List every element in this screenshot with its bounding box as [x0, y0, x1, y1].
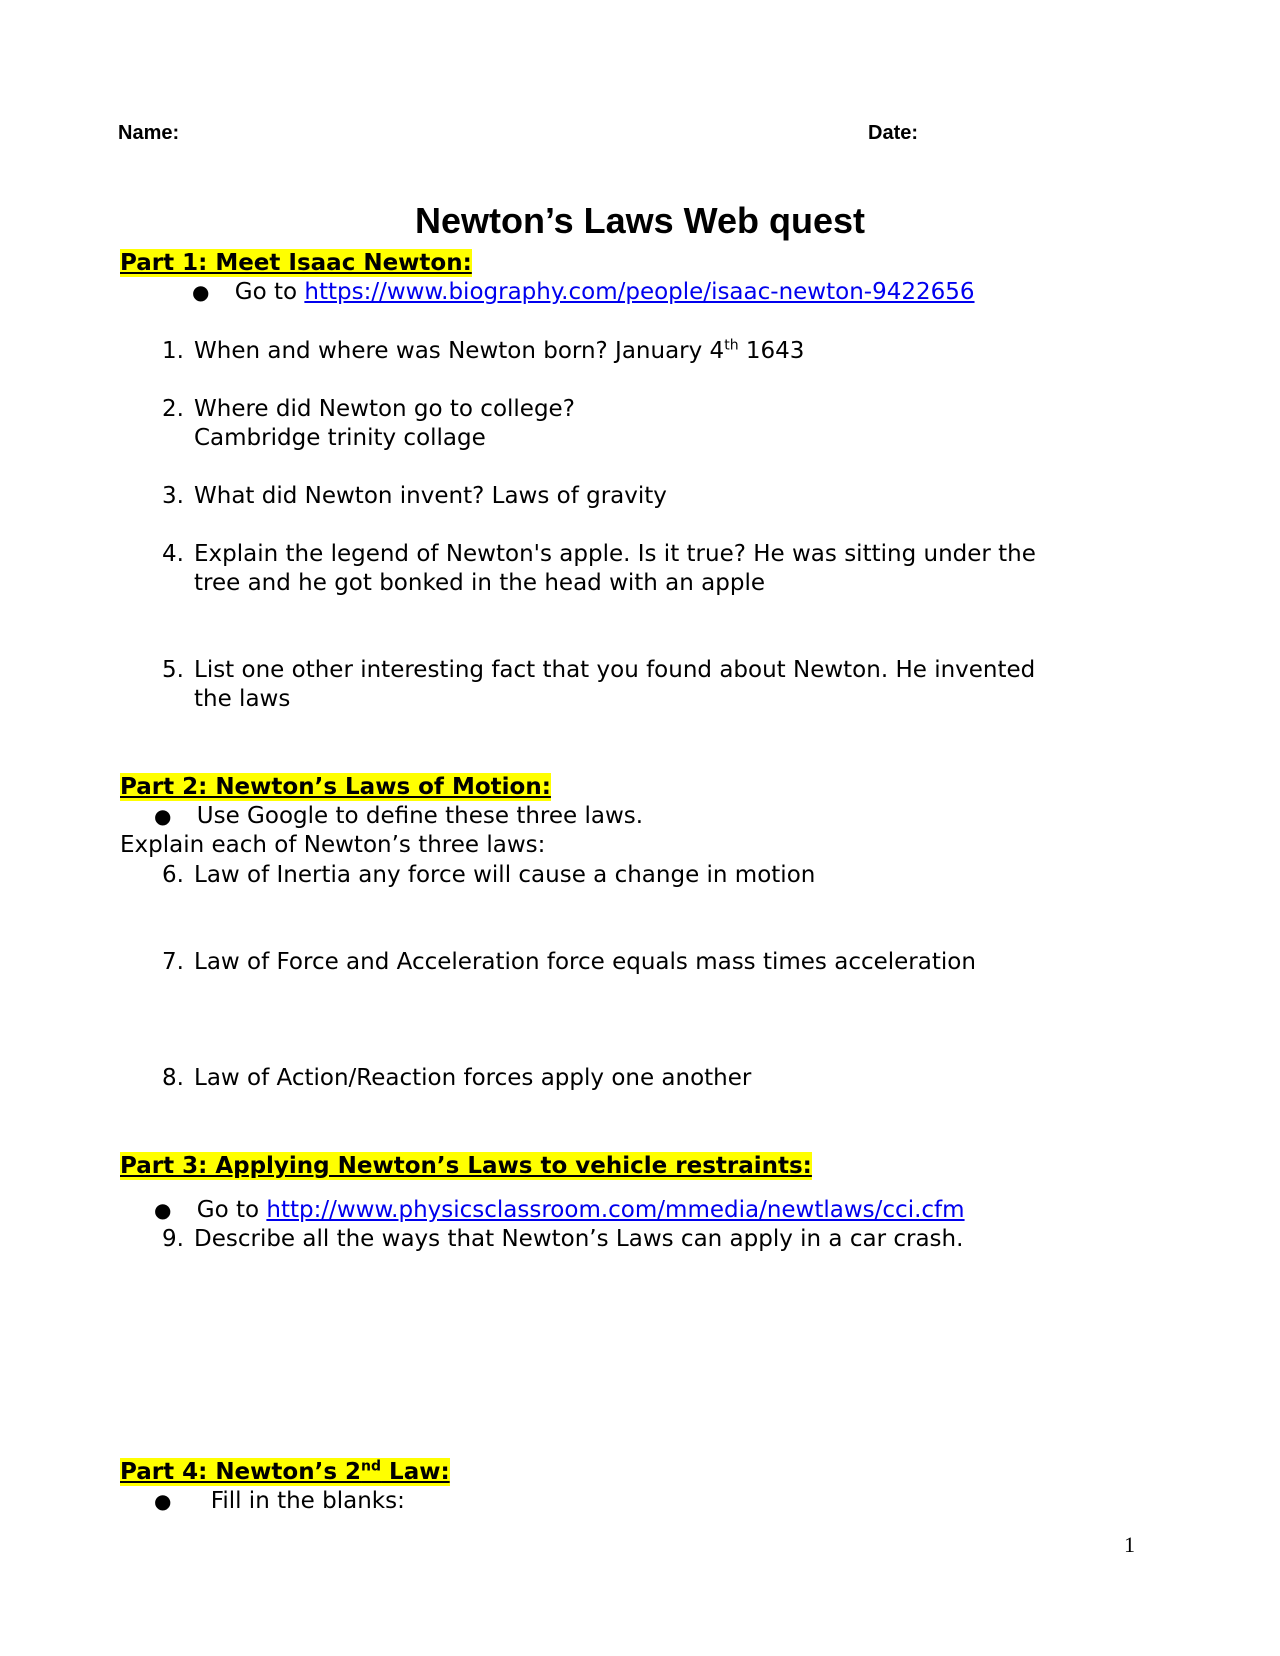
page-number: 1	[1124, 1532, 1135, 1557]
question-number: 9.	[162, 1226, 184, 1252]
question-text: Describe all the ways that Newton’s Laws can apply in a car crash.	[194, 1226, 964, 1252]
question-number: 3.	[162, 483, 184, 509]
question-text: Explain the legend of Newton's apple. Is it true? He was sitting under the	[194, 541, 1036, 567]
part2-heading: Part 2: Newton’s Laws of Motion:	[120, 774, 551, 800]
physicsclassroom-link[interactable]: http://www.physicsclassroom.com/mmedia/newtlaws/cci.cfm	[266, 1197, 965, 1223]
question-number: 7.	[162, 949, 184, 975]
question-1	[148, 336, 804, 366]
question-text: Law of Action/Reaction forces apply one another	[194, 1065, 752, 1091]
part3-heading: Part 3: Applying Newton’s Laws to vehicle restraints:	[120, 1153, 812, 1179]
part2-bullet	[154, 801, 643, 831]
question-number: 5.	[162, 657, 184, 683]
part4-heading-suffix: Law:	[381, 1459, 450, 1485]
bullet-icon: ●	[154, 1489, 172, 1513]
page-title: Newton’s Laws Web quest	[414, 200, 866, 241]
part2-intro: Explain each of Newton’s three laws:	[120, 832, 546, 858]
part4-heading-text: Part 4: Newton’s 2	[120, 1459, 362, 1485]
question-text: List one other interesting fact that you found about Newton. He invented	[194, 657, 1036, 683]
question-8	[148, 1063, 751, 1093]
part4-bullet	[154, 1486, 405, 1516]
superscript: nd	[361, 1458, 382, 1475]
part4-heading	[120, 1458, 450, 1486]
question-4	[148, 539, 1036, 569]
question-text: Where did Newton go to college?	[194, 396, 575, 422]
question-text: When and where was Newton born? January 4	[194, 338, 725, 364]
name-label: Name:	[118, 122, 180, 144]
question-7	[148, 947, 976, 977]
question-text-after: 1643	[738, 338, 805, 364]
bullet-text: Fill in the blanks:	[210, 1488, 405, 1514]
date-label: Date:	[868, 122, 919, 144]
question-9	[148, 1224, 963, 1254]
question-2	[148, 394, 575, 424]
question-6	[148, 860, 815, 890]
question-text: What did Newton invent? Laws of gravity	[194, 483, 667, 509]
part1-goto	[192, 277, 975, 307]
part1-heading: Part 1: Meet Isaac Newton:	[120, 250, 472, 276]
superscript: th	[724, 337, 739, 354]
question-number: 4.	[162, 541, 184, 567]
question-number: 8.	[162, 1065, 184, 1091]
question-number: 2.	[162, 396, 184, 422]
question-text: Law of Force and Acceleration force equals mass times acceleration	[194, 949, 976, 975]
goto-label: Go to	[234, 279, 298, 305]
answer-5: the laws	[194, 686, 291, 712]
bullet-icon: ●	[192, 280, 210, 304]
bullet-text: Use Google to define these three laws.	[196, 803, 644, 829]
question-number: 1.	[162, 338, 184, 364]
goto-label: Go to	[196, 1197, 260, 1223]
answer-4: tree and he got bonked in the head with an apple	[194, 570, 766, 596]
bullet-icon: ●	[154, 1198, 172, 1222]
answer-2: Cambridge trinity collage	[194, 425, 486, 451]
bullet-icon: ●	[154, 804, 172, 828]
biography-link[interactable]: https://www.biography.com/people/isaac-newton-9422656	[304, 279, 975, 305]
question-text: Law of Inertia any force will cause a change in motion	[194, 862, 816, 888]
question-number: 6.	[162, 862, 184, 888]
part3-goto	[154, 1195, 965, 1225]
question-5	[148, 655, 1035, 685]
question-3	[148, 481, 667, 511]
